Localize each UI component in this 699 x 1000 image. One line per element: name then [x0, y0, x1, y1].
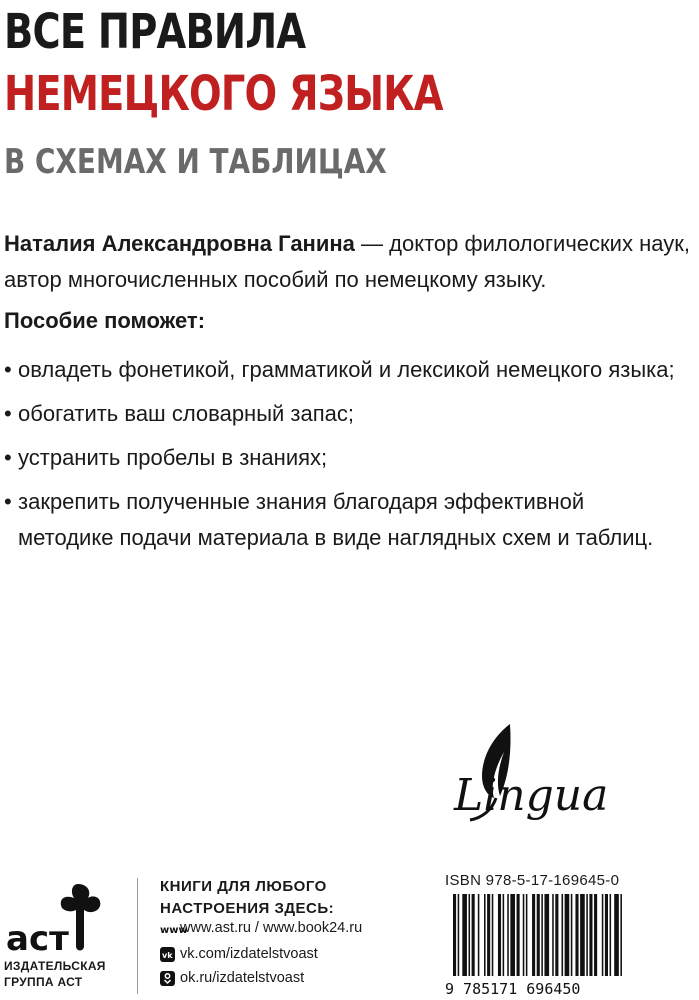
vk-icon — [160, 947, 180, 962]
barcode-bar — [458, 894, 460, 976]
barcode-bar — [469, 894, 471, 976]
svg-text:www: www — [160, 925, 188, 936]
title-line-3: В СХЕМАХ И ТАБЛИЦАХ — [4, 142, 387, 182]
barcode-bar — [462, 894, 467, 976]
barcode-bar — [526, 894, 528, 976]
barcode-bar — [602, 894, 604, 976]
barcode-bar — [472, 894, 475, 976]
svg-text:vk: vk — [162, 950, 173, 960]
barcode-bar — [484, 894, 486, 976]
barcode-bar — [575, 894, 578, 976]
barcode-bar — [571, 894, 573, 976]
benefit-item: • овладеть фонетикой, грамматикой и лексикой немецкого языка; — [4, 352, 675, 388]
barcode-bar — [605, 894, 608, 976]
bullet-icon: • — [4, 489, 12, 514]
ok-link[interactable]: ok.ru/izdatelstvoast — [160, 970, 304, 986]
barcode-bar — [552, 894, 554, 976]
barcode-bar — [503, 894, 505, 976]
barcode-bar — [614, 894, 619, 976]
barcode-bar — [580, 894, 585, 976]
barcode — [443, 892, 695, 996]
barcode-bar — [478, 894, 480, 976]
barcode-bar — [532, 894, 535, 976]
benefit-item: • устранить пробелы в знаниях; — [4, 440, 327, 476]
barcode-bar — [541, 894, 543, 976]
bullet-icon: • — [4, 401, 12, 426]
ok-icon — [160, 971, 180, 986]
barcode-bars — [453, 894, 622, 976]
barcode-bar — [562, 894, 564, 976]
ast-logo-icon — [4, 880, 114, 960]
barcode-bar — [565, 894, 570, 976]
footer-divider — [137, 878, 138, 994]
barcode-bar — [498, 894, 501, 976]
barcode-bar — [586, 894, 588, 976]
author-name: Наталия Александровна Ганина — [4, 231, 355, 256]
benefits-heading: Пособие поможет: — [4, 308, 206, 333]
barcode-bar — [594, 894, 597, 976]
vk-link[interactable]: vk vk.com/izdatelstvoast — [162, 946, 318, 962]
bullet-icon: • — [4, 445, 12, 470]
benefit-item: • обогатить ваш словарный запас; — [4, 396, 354, 432]
barcode-bar — [544, 894, 549, 976]
ast-logo-text: аст — [6, 919, 69, 959]
author-description: — доктор филологических наук, автор многочисленных пособий по немецкому языку. — [4, 231, 690, 292]
isbn-label: ISBN 978-5-17-169645-0 — [445, 872, 620, 889]
barcode-bar — [507, 894, 509, 976]
barcode-bar — [492, 894, 494, 976]
barcode-bar — [555, 894, 558, 976]
title-line-1: ВСЕ ПРАВИЛА — [4, 4, 306, 60]
bullet-icon: • — [4, 357, 12, 382]
web-icon — [160, 922, 188, 936]
benefit-item: • закрепить полученные знания благодаря эффективной методике подачи материала в виде наглядных схем и таблиц. — [4, 484, 653, 556]
promo-heading: КНИГИ ДЛЯ ЛЮБОГО НАСТРОЕНИЯ ЗДЕСЬ: — [160, 878, 335, 917]
barcode-bar — [537, 894, 540, 976]
barcode-bar — [523, 894, 525, 976]
barcode-digits: 9 785171 696450 — [445, 980, 581, 998]
author-paragraph — [4, 226, 694, 298]
barcode-bar — [453, 894, 456, 976]
publisher-caption: ИЗДАТЕЛЬСКАЯ ГРУППА АСТ — [4, 959, 106, 989]
barcode-bar — [487, 894, 490, 976]
barcode-bar — [610, 894, 612, 976]
title-line-2: НЕМЕЦКОГО ЯЗЫКА — [4, 66, 443, 122]
web-link[interactable]: www www.ast.ru / www.book24.ru — [160, 920, 363, 936]
barcode-bar — [589, 894, 592, 976]
barcode-bar — [510, 894, 515, 976]
lingua-logo-text: Lingua — [454, 770, 609, 821]
barcode-bar — [620, 894, 622, 976]
barcode-bar — [517, 894, 520, 976]
benefit-item-continued: методике подачи материала в виде наглядных схем и таблиц. — [18, 525, 654, 550]
